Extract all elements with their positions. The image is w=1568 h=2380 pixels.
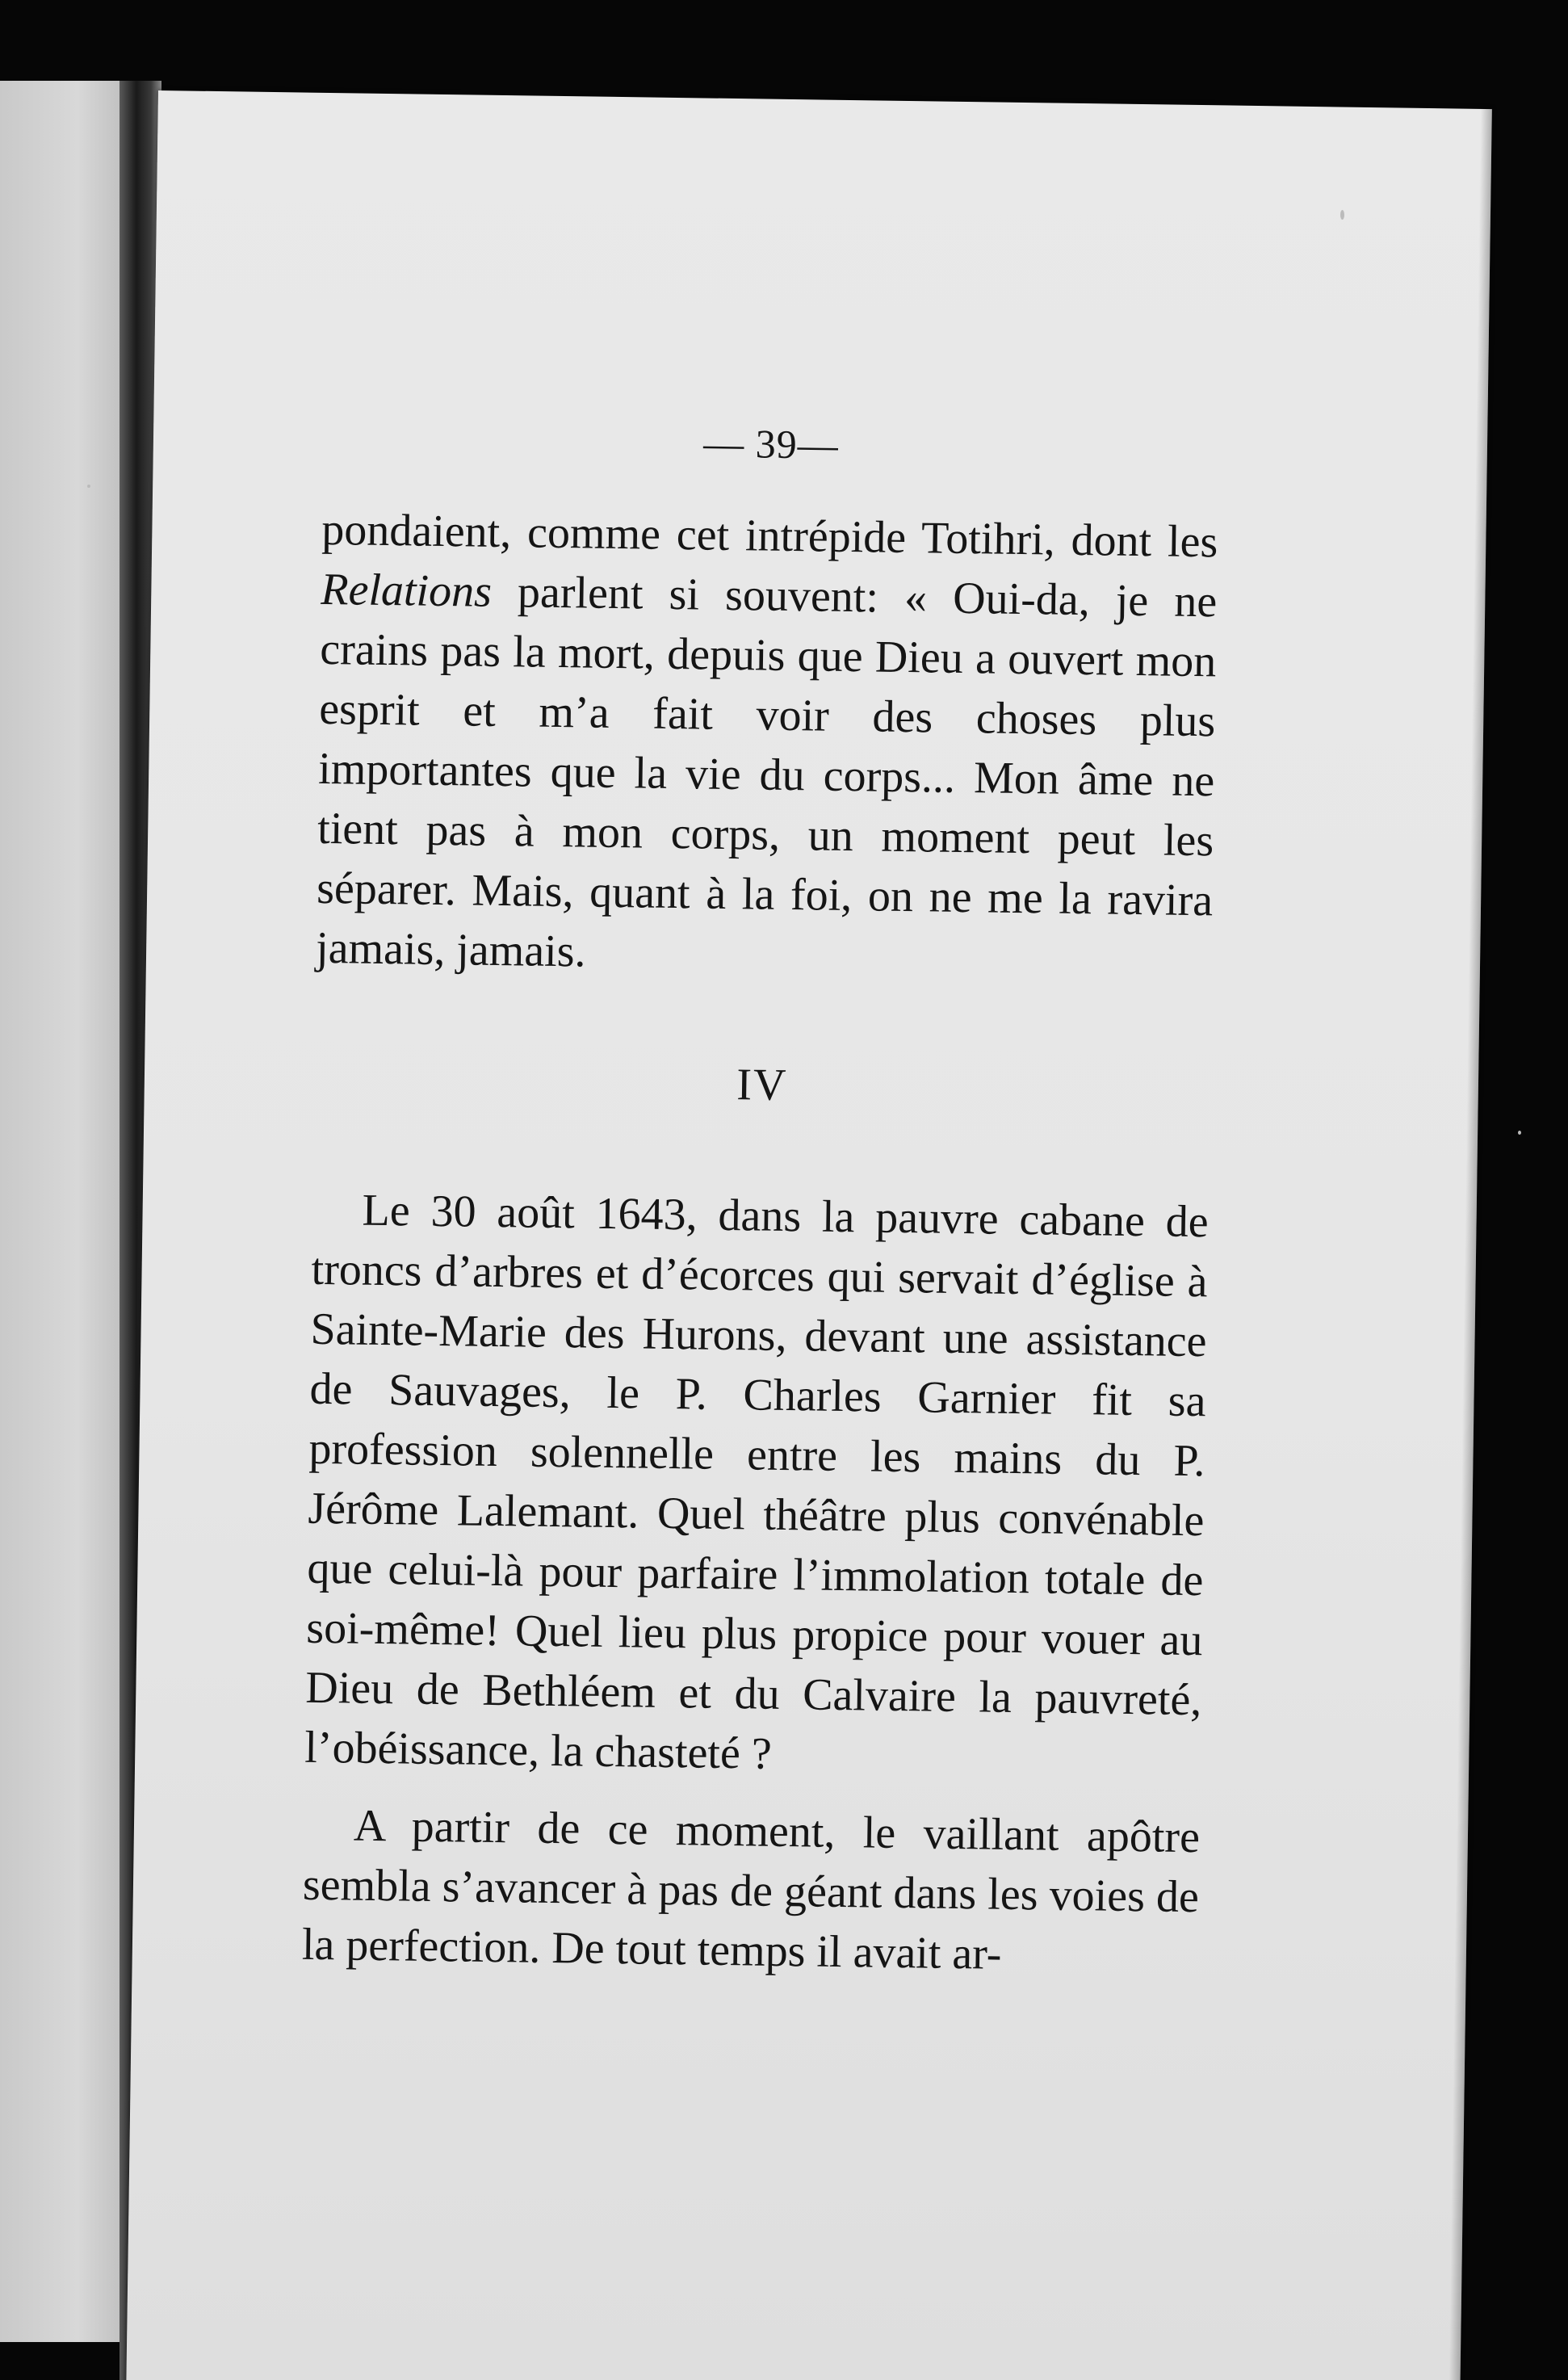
book-page bbox=[126, 90, 1491, 2380]
paragraph-text-end: parlent si souvent: « Oui-da, je ne crains pas la mort, depuis que Dieu a ouvert mon esprit et m’a fait voir des choses plus importantes que la vie du corps... Mon âme ne tient pas à mon corps, un moment peut les séparer. Mais, quant à la foi, on ne me la ravira jamais, jamais. bbox=[315, 566, 1218, 977]
paragraph: Le 30 août 1643, dans la pauvre cabane de troncs d’arbres et d’écorces qui servait d’église à Sainte-Marie des Hurons, devant une assistance de Sauvages, le P. Charles Garnier fit sa profession solennelle entre les mains du P. Jérôme Lalemant. Quel théâtre plus convénable que celui-là pour parfaire l’immolation totale de soi-même! Quel lieu plus propice pour vouer au Dieu de Bethléem et du Calvaire la pauvreté, l’obéissance, la chasteté ? bbox=[304, 1185, 1209, 1779]
film-speck bbox=[1340, 210, 1344, 220]
page-edge-shadow bbox=[1449, 109, 1492, 2380]
paragraph: A partir de ce moment, le vaillant apôtre sembla s’avancer à pas de géant dans les voies de la perfection. De tout temps il avait ar- bbox=[301, 1800, 1201, 1979]
continued-paragraph bbox=[316, 500, 1218, 990]
facing-page-edge bbox=[0, 81, 129, 2342]
film-speck bbox=[87, 485, 90, 488]
paragraph-text-start: pondaient, comme cet intrépide Totihri, dont les bbox=[321, 504, 1218, 568]
italic-title: Relations bbox=[320, 564, 493, 617]
section-heading: IV bbox=[736, 1060, 788, 1110]
film-speck bbox=[1518, 1131, 1521, 1135]
page-text bbox=[301, 408, 1219, 1987]
page-number: — 39— bbox=[702, 420, 840, 468]
